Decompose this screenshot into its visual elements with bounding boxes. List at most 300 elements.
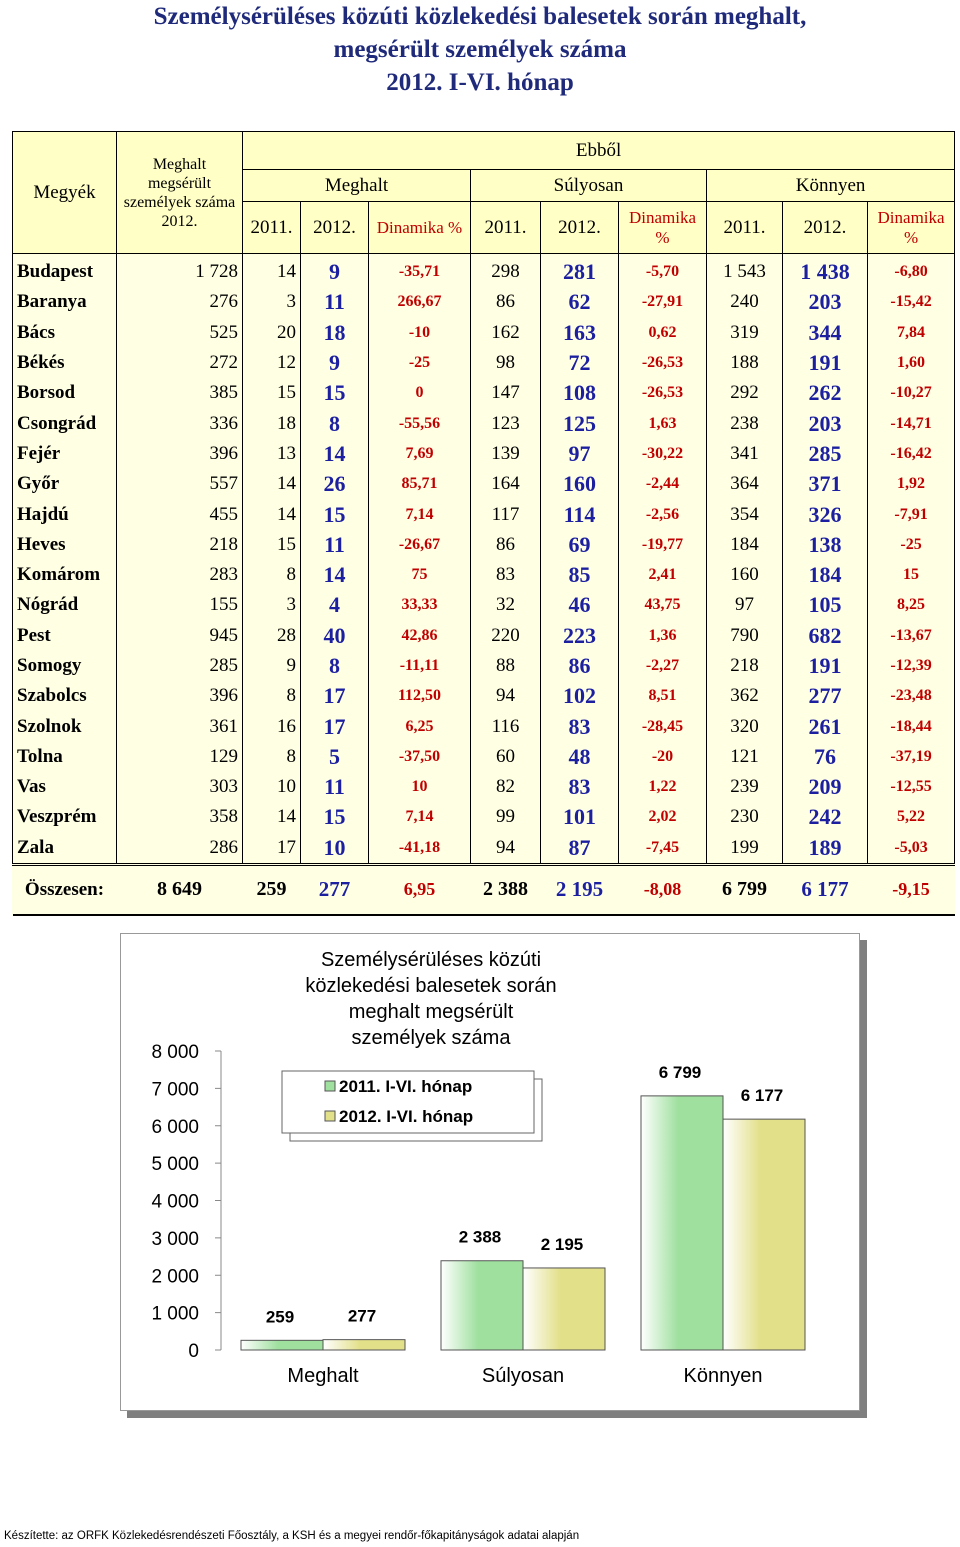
bar-value-label: 259	[265, 1307, 295, 1327]
table-cell: -2,27	[619, 651, 707, 681]
county-name: Pest	[13, 621, 117, 651]
table-cell: 114	[541, 499, 619, 529]
table-cell: 396	[117, 681, 243, 711]
table-cell: 14	[243, 802, 301, 832]
table-row	[13, 439, 955, 469]
table-cell: 341	[707, 439, 783, 469]
table-cell: 17	[301, 711, 369, 741]
table-cell: 102	[541, 681, 619, 711]
table-cell: -28,45	[619, 711, 707, 741]
header-2011: 2011.	[243, 202, 301, 254]
table-cell: 790	[707, 621, 783, 651]
total-cell: -9,15	[868, 864, 955, 915]
category-label: Súlyosan	[481, 1365, 565, 1387]
bar	[523, 1268, 605, 1350]
table-cell: 101	[541, 802, 619, 832]
table-row	[13, 681, 955, 711]
table-cell: 218	[117, 530, 243, 560]
legend-label: 2012. I-VI. hónap	[339, 1107, 474, 1126]
table-cell: 188	[707, 348, 783, 378]
y-tick-label: 4 000	[151, 1191, 199, 1213]
table-cell: 199	[707, 833, 783, 865]
table-cell: 28	[243, 621, 301, 651]
legend-label: 2011. I-VI. hónap	[339, 1077, 473, 1096]
table-cell: 125	[541, 408, 619, 438]
table-cell: 945	[117, 621, 243, 651]
table-cell: -15,42	[868, 287, 955, 317]
total-cell: 6 177	[783, 864, 868, 915]
table-cell: 14	[301, 439, 369, 469]
legend-swatch	[325, 1111, 335, 1121]
total-cell: -8,08	[619, 864, 707, 915]
table-cell: -5,03	[868, 833, 955, 865]
header-dynamics: Dinamika %	[369, 202, 471, 254]
y-tick-label: 5 000	[151, 1154, 199, 1176]
table-cell: -41,18	[369, 833, 471, 865]
table-cell: 163	[541, 318, 619, 348]
table-cell: 60	[471, 742, 541, 772]
table-cell: 160	[541, 469, 619, 499]
header-dynamics: Dinamika %	[868, 202, 955, 254]
county-name: Borsod	[13, 378, 117, 408]
table-cell: 11	[301, 772, 369, 802]
table-row	[13, 742, 955, 772]
table-cell: 10	[243, 772, 301, 802]
bar-value-label: 2 195	[540, 1234, 584, 1254]
table-cell: 303	[117, 772, 243, 802]
page-title	[0, 0, 960, 99]
table-cell: 8	[243, 560, 301, 590]
table-cell: 8	[243, 681, 301, 711]
table-cell: 16	[243, 711, 301, 741]
table-cell: 15	[243, 530, 301, 560]
title-line-1: Személysérüléses közúti közlekedési balesetek során meghalt,	[153, 3, 807, 30]
table-cell: -55,56	[369, 408, 471, 438]
table-row	[13, 833, 955, 865]
table-cell: 262	[783, 378, 868, 408]
table-row	[13, 378, 955, 408]
table-cell: 15	[301, 802, 369, 832]
table-cell: 82	[471, 772, 541, 802]
table-row	[13, 287, 955, 317]
table-cell: 10	[369, 772, 471, 802]
county-name: Nógrád	[13, 590, 117, 620]
y-tick-label: 6 000	[151, 1116, 199, 1138]
table-cell: 1,60	[868, 348, 955, 378]
table-cell: 283	[117, 560, 243, 590]
table-cell: 1 438	[783, 254, 868, 288]
table-cell: 108	[541, 378, 619, 408]
table-cell: 62	[541, 287, 619, 317]
table-cell: 18	[301, 318, 369, 348]
table-cell: 7,84	[868, 318, 955, 348]
table-cell: 15	[868, 560, 955, 590]
table-cell: 8	[243, 742, 301, 772]
total-cell: 6 799	[707, 864, 783, 915]
header-2012: 2012.	[541, 202, 619, 254]
header-ebbol: Ebből	[243, 132, 955, 170]
table-cell: 42,86	[369, 621, 471, 651]
y-tick-label: 8 000	[151, 1042, 199, 1063]
table-cell: 8	[301, 651, 369, 681]
table-cell: 358	[117, 802, 243, 832]
table-cell: 276	[117, 287, 243, 317]
county-name: Győr	[13, 469, 117, 499]
county-name: Heves	[13, 530, 117, 560]
table-cell: 285	[783, 439, 868, 469]
table-cell: 86	[471, 530, 541, 560]
table-cell: -13,67	[868, 621, 955, 651]
table-row	[13, 254, 955, 288]
county-name: Komárom	[13, 560, 117, 590]
table-cell: 121	[707, 742, 783, 772]
table-cell: 285	[117, 651, 243, 681]
table-cell: 242	[783, 802, 868, 832]
county-name: Baranya	[13, 287, 117, 317]
total-cell: 6,95	[369, 864, 471, 915]
table-cell: 6,25	[369, 711, 471, 741]
table-cell: 116	[471, 711, 541, 741]
y-tick-label: 1 000	[151, 1303, 199, 1325]
header-2011: 2011.	[707, 202, 783, 254]
table-cell: -30,22	[619, 439, 707, 469]
table-cell: 371	[783, 469, 868, 499]
table-cell: 99	[471, 802, 541, 832]
table-cell: 455	[117, 499, 243, 529]
county-name: Szabolcs	[13, 681, 117, 711]
table-cell: 83	[541, 772, 619, 802]
table-cell: 69	[541, 530, 619, 560]
table-cell: 85,71	[369, 469, 471, 499]
legend-swatch	[325, 1081, 335, 1091]
table-cell: 20	[243, 318, 301, 348]
bar	[641, 1096, 723, 1350]
table-cell: 209	[783, 772, 868, 802]
table-cell: 220	[471, 621, 541, 651]
total-cell: 259	[243, 864, 301, 915]
table-cell: -20	[619, 742, 707, 772]
title-line-2: megsérült személyek száma	[333, 36, 627, 63]
table-cell: -12,39	[868, 651, 955, 681]
table-cell: -11,11	[369, 651, 471, 681]
table-cell: 17	[243, 833, 301, 865]
table-cell: 86	[471, 287, 541, 317]
table-cell: 7,69	[369, 439, 471, 469]
table-cell: 88	[471, 651, 541, 681]
table-cell: 1 728	[117, 254, 243, 288]
table-cell: -7,45	[619, 833, 707, 865]
bar-value-label: 277	[347, 1306, 377, 1326]
table-cell: 75	[369, 560, 471, 590]
table-cell: 160	[707, 560, 783, 590]
table-cell: 5	[301, 742, 369, 772]
table-cell: 18	[243, 408, 301, 438]
total-row	[13, 864, 955, 915]
table-cell: 8,25	[868, 590, 955, 620]
category-label: Meghalt	[287, 1365, 359, 1387]
header-group-meghalt: Meghalt	[243, 170, 471, 202]
county-name: Fejér	[13, 439, 117, 469]
table-cell: 1,22	[619, 772, 707, 802]
table-cell: 15	[243, 378, 301, 408]
table-cell: 8	[301, 408, 369, 438]
table-cell: 9	[243, 651, 301, 681]
footer-credit: Készítette: az ORFK Közlekedésrendészeti Főosztály, a KSH és a megyei rendőr-főkapitányságok adatai alapján	[4, 1530, 580, 1542]
table-cell: 0	[369, 378, 471, 408]
table-cell: -5,70	[619, 254, 707, 288]
county-name: Békés	[13, 348, 117, 378]
table-cell: 32	[471, 590, 541, 620]
table-cell: -26,53	[619, 348, 707, 378]
table-cell: -25	[868, 530, 955, 560]
table-cell: -37,50	[369, 742, 471, 772]
table-cell: 189	[783, 833, 868, 865]
table-cell: 281	[541, 254, 619, 288]
table-cell: 105	[783, 590, 868, 620]
statistics-table	[12, 131, 955, 916]
table-cell: 191	[783, 651, 868, 681]
table-cell: 239	[707, 772, 783, 802]
header-total: Meghalt megsérült személyek száma 2012.	[117, 132, 243, 254]
table-cell: 277	[783, 681, 868, 711]
table-cell: 320	[707, 711, 783, 741]
header-group-sulyosan: Súlyosan	[471, 170, 707, 202]
table-cell: 184	[707, 530, 783, 560]
table-cell: 83	[471, 560, 541, 590]
table-cell: -10,27	[868, 378, 955, 408]
bar	[241, 1340, 323, 1350]
table-cell: 3	[243, 590, 301, 620]
county-name: Hajdú	[13, 499, 117, 529]
table-cell: 43,75	[619, 590, 707, 620]
table-cell: 155	[117, 590, 243, 620]
table-cell: 261	[783, 711, 868, 741]
title-line-3: 2012. I-VI. hónap	[386, 69, 574, 96]
table-cell: 14	[243, 469, 301, 499]
table-cell: 123	[471, 408, 541, 438]
chart-title: Személysérüléses közúti közlekedési balesetek során meghalt megsérült személyek száma	[305, 949, 557, 1049]
table-cell: 7,14	[369, 499, 471, 529]
table-cell: 230	[707, 802, 783, 832]
table-cell: -26,53	[619, 378, 707, 408]
table-cell: 326	[783, 499, 868, 529]
table-cell: 396	[117, 439, 243, 469]
table-cell: 11	[301, 530, 369, 560]
table-cell: 3	[243, 287, 301, 317]
table-cell: 286	[117, 833, 243, 865]
county-name: Csongrád	[13, 408, 117, 438]
total-cell: 2 195	[541, 864, 619, 915]
header-counties: Megyék	[13, 132, 117, 254]
table-cell: 17	[301, 681, 369, 711]
table-cell: 86	[541, 651, 619, 681]
bar-value-label: 2 388	[458, 1227, 502, 1247]
table-cell: 11	[301, 287, 369, 317]
table-cell: 292	[707, 378, 783, 408]
total-cell: 277	[301, 864, 369, 915]
table-cell: -2,44	[619, 469, 707, 499]
table-cell: 83	[541, 711, 619, 741]
table-row	[13, 711, 955, 741]
table-cell: 98	[471, 348, 541, 378]
table-cell: -14,71	[868, 408, 955, 438]
table-cell: 344	[783, 318, 868, 348]
bar-value-label: 6 799	[658, 1062, 702, 1082]
table-cell: -19,77	[619, 530, 707, 560]
table-cell: 336	[117, 408, 243, 438]
table-cell: 33,33	[369, 590, 471, 620]
table-row	[13, 499, 955, 529]
table-cell: 162	[471, 318, 541, 348]
table-cell: -6,80	[868, 254, 955, 288]
table-cell: 72	[541, 348, 619, 378]
table-cell: 14	[301, 560, 369, 590]
table-cell: 14	[243, 254, 301, 288]
table-row	[13, 408, 955, 438]
table-cell: 7,14	[369, 802, 471, 832]
table-cell: 223	[541, 621, 619, 651]
table-cell: 203	[783, 408, 868, 438]
y-tick-label: 7 000	[151, 1079, 199, 1101]
table-cell: 1,92	[868, 469, 955, 499]
county-name: Tolna	[13, 742, 117, 772]
table-cell: 354	[707, 499, 783, 529]
county-name: Budapest	[13, 254, 117, 288]
county-name: Veszprém	[13, 802, 117, 832]
table-cell: 147	[471, 378, 541, 408]
table-cell: -7,91	[868, 499, 955, 529]
table-cell: 48	[541, 742, 619, 772]
county-name: Bács	[13, 318, 117, 348]
table-cell: 682	[783, 621, 868, 651]
table-cell: 385	[117, 378, 243, 408]
table-cell: 112,50	[369, 681, 471, 711]
county-name: Vas	[13, 772, 117, 802]
table-cell: -35,71	[369, 254, 471, 288]
table-cell: -23,48	[868, 681, 955, 711]
total-cell: 8 649	[117, 864, 243, 915]
table-cell: 238	[707, 408, 783, 438]
table-cell: 76	[783, 742, 868, 772]
county-name: Szolnok	[13, 711, 117, 741]
table-cell: -27,91	[619, 287, 707, 317]
table-cell: 40	[301, 621, 369, 651]
statistics-table-wrapper	[12, 131, 954, 916]
table-row	[13, 348, 955, 378]
table-cell: 203	[783, 287, 868, 317]
table-cell: -16,42	[868, 439, 955, 469]
table-cell: 87	[541, 833, 619, 865]
header-2011: 2011.	[471, 202, 541, 254]
header-2012: 2012.	[783, 202, 868, 254]
table-cell: 266,67	[369, 287, 471, 317]
table-cell: 15	[301, 499, 369, 529]
table-cell: 191	[783, 348, 868, 378]
table-cell: -25	[369, 348, 471, 378]
table-cell: 4	[301, 590, 369, 620]
table-cell: 1 543	[707, 254, 783, 288]
bar	[723, 1119, 805, 1350]
table-cell: 85	[541, 560, 619, 590]
bar	[323, 1340, 405, 1350]
table-cell: 557	[117, 469, 243, 499]
table-cell: 2,02	[619, 802, 707, 832]
table-cell: 13	[243, 439, 301, 469]
table-cell: 361	[117, 711, 243, 741]
table-cell: 129	[117, 742, 243, 772]
table-body	[13, 254, 955, 865]
table-cell: 139	[471, 439, 541, 469]
table-cell: 2,41	[619, 560, 707, 590]
y-tick-label: 0	[188, 1341, 199, 1362]
table-cell: 94	[471, 833, 541, 865]
table-cell: 9	[301, 348, 369, 378]
category-label: Könnyen	[683, 1365, 763, 1387]
table-cell: -18,44	[868, 711, 955, 741]
table-row	[13, 772, 955, 802]
table-row	[13, 469, 955, 499]
table-cell: 1,63	[619, 408, 707, 438]
table-cell: 15	[301, 378, 369, 408]
table-cell: 184	[783, 560, 868, 590]
county-name: Zala	[13, 833, 117, 865]
total-label: Összesen:	[13, 864, 117, 915]
bar-value-label: 6 177	[740, 1086, 784, 1106]
bar	[441, 1261, 523, 1350]
table-cell: 12	[243, 348, 301, 378]
table-cell: 97	[707, 590, 783, 620]
table-cell: 240	[707, 287, 783, 317]
table-row	[13, 530, 955, 560]
header-dynamics: Dinamika %	[619, 202, 707, 254]
table-cell: 525	[117, 318, 243, 348]
table-cell: 272	[117, 348, 243, 378]
table-cell: -26,67	[369, 530, 471, 560]
table-cell: 94	[471, 681, 541, 711]
table-row	[13, 621, 955, 651]
header-group-konnyen: Könnyen	[707, 170, 955, 202]
table-cell: 46	[541, 590, 619, 620]
table-cell: 319	[707, 318, 783, 348]
table-cell: -10	[369, 318, 471, 348]
table-cell: 5,22	[868, 802, 955, 832]
table-cell: 97	[541, 439, 619, 469]
table-row	[13, 560, 955, 590]
table-cell: 218	[707, 651, 783, 681]
table-cell: 138	[783, 530, 868, 560]
table-cell: -37,19	[868, 742, 955, 772]
table-cell: 14	[243, 499, 301, 529]
table-cell: 26	[301, 469, 369, 499]
header-2012: 2012.	[301, 202, 369, 254]
chart-frame	[120, 933, 860, 1411]
table-cell: 364	[707, 469, 783, 499]
total-cell: 2 388	[471, 864, 541, 915]
table-cell: 10	[301, 833, 369, 865]
table-cell: 9	[301, 254, 369, 288]
table-cell: 8,51	[619, 681, 707, 711]
table-row	[13, 802, 955, 832]
bar-chart	[121, 934, 859, 1410]
table-row	[13, 651, 955, 681]
county-name: Somogy	[13, 651, 117, 681]
table-cell: 1,36	[619, 621, 707, 651]
table-cell: 298	[471, 254, 541, 288]
table-cell: 164	[471, 469, 541, 499]
table-row	[13, 318, 955, 348]
table-row	[13, 590, 955, 620]
y-tick-label: 2 000	[151, 1266, 199, 1288]
